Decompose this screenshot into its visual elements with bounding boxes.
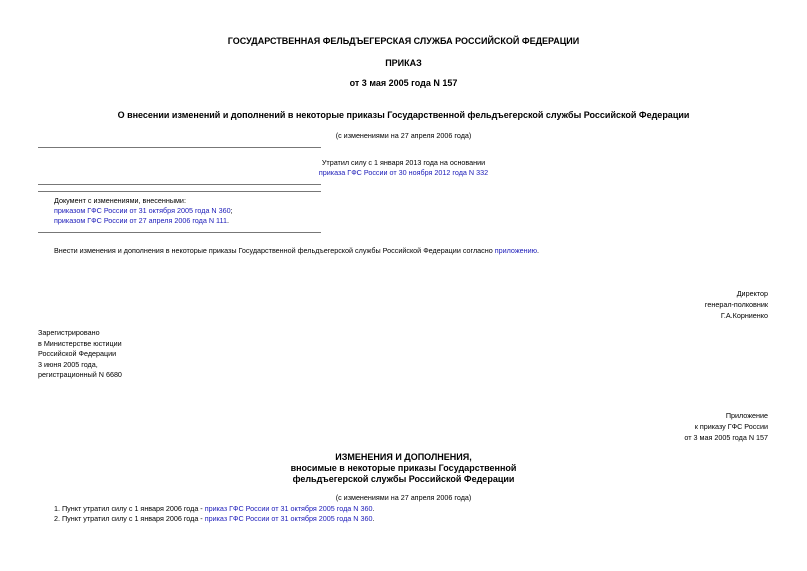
item-end: . [372,504,375,513]
signature-rank: генерал-полковник [704,300,768,309]
doc-type: ПРИКАЗ [385,58,422,68]
registration-block [38,328,122,381]
signature-name: Г.А.Корниенко [720,311,768,320]
appendix-ref-line: к приказу ГФС России [694,422,768,431]
registration-line: 3 июня 2005 года, [38,359,98,369]
changes-item-2 [54,216,229,225]
divider [38,232,321,233]
item-order-link[interactable]: приказ ГФС России от 31 октября 2005 года N 360 [204,504,373,513]
appendix-reference [684,410,768,443]
registration-line: в Министерстве юстиции [38,338,122,348]
body-text: Внести изменения и дополнения в некоторые приказы Государственной фельдъегерской службы Российской Федерации согласно [54,246,495,255]
item-text: 1. Пункт утратил силу с 1 января 2006 года - [54,504,205,513]
registration-line: Зарегистрировано [38,328,100,337]
appendix-title-line: фельдъегерской службы Российской Федерации [292,474,515,484]
appendix-link[interactable]: приложению [494,246,537,255]
appendix-title-line: вносимые в некоторые приказы Государственной [290,463,517,473]
changes-intro: Документ с изменениями, внесенными: [54,196,186,205]
appendix-item-1 [54,504,374,513]
signature-position: Директор [736,289,768,298]
sep: . [226,216,229,225]
body-end: . [537,246,539,255]
appendix-item-2 [54,514,374,523]
divider [38,191,321,192]
item-end: . [372,514,375,523]
sep: ; [230,206,233,215]
item-text: 2. Пункт утратил силу с 1 января 2006 года - [54,514,205,523]
appendix-title-line: ИЗМЕНЕНИЯ И ДОПОЛНЕНИЯ, [335,452,472,462]
revision-note: (с изменениями на 27 апреля 2006 года) [335,131,472,140]
change-order-link-2[interactable]: приказом ГФС России от 27 апреля 2006 года N 111 [54,216,227,225]
appendix-ref-line: Приложение [725,411,768,420]
appendix-ref-line: от 3 мая 2005 года N 157 [684,433,768,442]
doc-date: от 3 мая 2005 года N 157 [349,78,458,88]
changes-item-1 [54,206,233,215]
divider [38,147,321,148]
expiry-order-link[interactable]: приказа ГФС России от 30 ноября 2012 года N 332 [318,168,489,177]
signature-block [705,288,768,321]
divider [38,184,321,185]
appendix-revision-note: (с изменениями на 27 апреля 2006 года) [335,493,472,502]
registration-line: регистрационный N 6680 [38,370,122,379]
expiry-link-line [0,168,807,177]
item-order-link[interactable]: приказ ГФС России от 31 октября 2005 года N 360 [204,514,373,523]
agency-name: ГОСУДАРСТВЕННАЯ ФЕЛЬДЪЕГЕРСКАЯ СЛУЖБА РОССИЙСКОЙ ФЕДЕРАЦИИ [227,36,580,46]
body-paragraph [54,246,539,255]
doc-title: О внесении изменений и дополнений в некоторые приказы Государственной фельдъегерской службы Российской Федерации [117,110,690,120]
registration-line: Российской Федерации [38,349,117,358]
appendix-title [0,452,807,485]
change-order-link-1[interactable]: приказом ГФС России от 31 октября 2005 года N 360 [54,206,231,215]
expiry-note: Утратил силу с 1 января 2013 года на основании [321,158,486,167]
